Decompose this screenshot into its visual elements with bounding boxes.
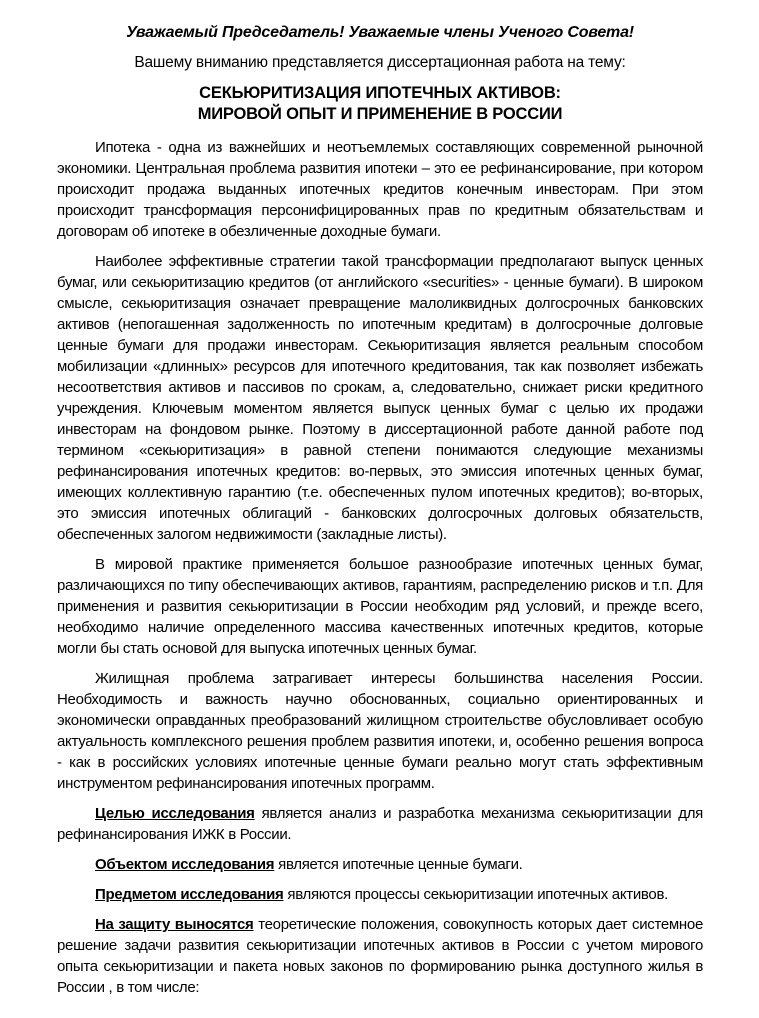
paragraph-lead: На защиту выносятся: [95, 916, 254, 933]
paragraph-text: является анализ и разработка механизма секьюритизации для рефинансирования ИЖК в России.: [57, 805, 703, 843]
paragraph-lead: Целью исследования: [95, 805, 255, 822]
dissertation-title-line-2: МИРОВОЙ ОПЫТ И ПРИМЕНЕНИЕ В РОССИИ: [197, 105, 563, 123]
paragraph-text: являются процессы секьюритизации ипотечных активов.: [283, 886, 669, 903]
paragraph: [57, 668, 703, 794]
document-body: [57, 137, 703, 998]
paragraph: [57, 137, 703, 242]
paragraph-lead: Предметом исследования: [95, 886, 284, 903]
dissertation-title-line-1: СЕКЬЮРИТИЗАЦИЯ ИПОТЕЧНЫХ АКТИВОВ:: [199, 84, 561, 102]
paragraph: [57, 884, 703, 905]
paragraph-text: В мировой практике применяется большое разнообразие ипотечных ценных бумаг, различающихся по типу обеспечивающих активов, гарантиям, распределению рисков и т.п. Для применения и развития секьюритизации в России необходим ряд условий, и прежде всего, необходимо наличие определенного массива качественных ипотечных кредитов, которые могли бы стать основой для выпуска ипотечных ценных бумаг.: [57, 556, 703, 657]
paragraph-text: Жилищная проблема затрагивает интересы большинства населения России. Необходимость и важность научно обоснованных, социально ориентированных и экономически оправданных преобразований жилищном строительстве обусловливает особую актуальность комплексного решения проблем развития ипотеки, и, особенно решения вопроса - как в российских условиях ипотечные ценные бумаги реально могут стать эффективным инструментом рефинансирования ипотечных программ.: [57, 670, 703, 792]
paragraph-text: Наиболее эффективные стратегии такой трансформации предполагают выпуск ценных бумаг, или секьюритизацию кредитов (от английского «securities» - ценные бумаги). В широком смысле, секьюритизация означает превращение малоликвидных долгосрочных банковских активов (непогашенная задолженность по ипотечным кредитам) в долгосрочные долговые ценные бумаги для продажи инвесторам. Секьюритизация является реальным способом мобилизации «длинных» ресурсов для ипотечного кредитования, так как позволяет избежать несоответствия активов и пассивов по срокам, а, следовательно, снижает риски кредитного учреждения. Ключевым моментом является выпуск ценных бумаг с целью их продажи инвесторам на фондовом рынке. Поэтому в диссертационной работе данной работе под термином «секьюритизация» в равной степени понимаются следующие механизмы рефинансирования ипотечных кредитов: во-первых, это эмиссия ипотечных ценных бумаг, имеющих коллективную гарантию (т.е. обеспеченных пулом ипотечных кредитов); во-вторых, это эмиссия ипотечных облигаций - банковских долгосрочных долговых обязательств, обеспеченных залогом недвижимости (закладные листы).: [57, 253, 703, 543]
document-header: [57, 24, 703, 125]
paragraph-lead: Объектом исследования: [95, 856, 275, 873]
paragraph-text: Ипотека - одна из важнейших и неотъемлемых составляющих современной рыночной экономики. Центральная проблема развития ипотеки – это ее рефинансирование, при котором происходит продажа выданных ипотечных кредитов конечным инвесторам. При этом происходит трансформация персонифицированных прав по кредитным обязательствам и договорам об ипотеке в обезличенные доходные бумаги.: [57, 139, 703, 240]
dissertation-title: [57, 83, 703, 125]
paragraph: [57, 803, 703, 845]
paragraph: [57, 854, 703, 875]
intro-line: Вашему вниманию представляется диссертационная работа на тему:: [134, 54, 626, 71]
paragraph: [57, 914, 703, 998]
paragraph: [57, 554, 703, 659]
paragraph: [57, 251, 703, 545]
paragraph-text: теоретические положения, совокупность которых дает системное решение задачи развития секьюритизации ипотечных активов в России с учетом мирового опыта секьюритизации и пакета новых законов по формированию рынка доступного жилья в России , в том числе:: [57, 916, 703, 996]
salutation-line: Уважаемый Председатель! Уважаемые члены Ученого Совета!: [126, 24, 634, 41]
paragraph-text: является ипотечные ценные бумаги.: [274, 856, 523, 873]
